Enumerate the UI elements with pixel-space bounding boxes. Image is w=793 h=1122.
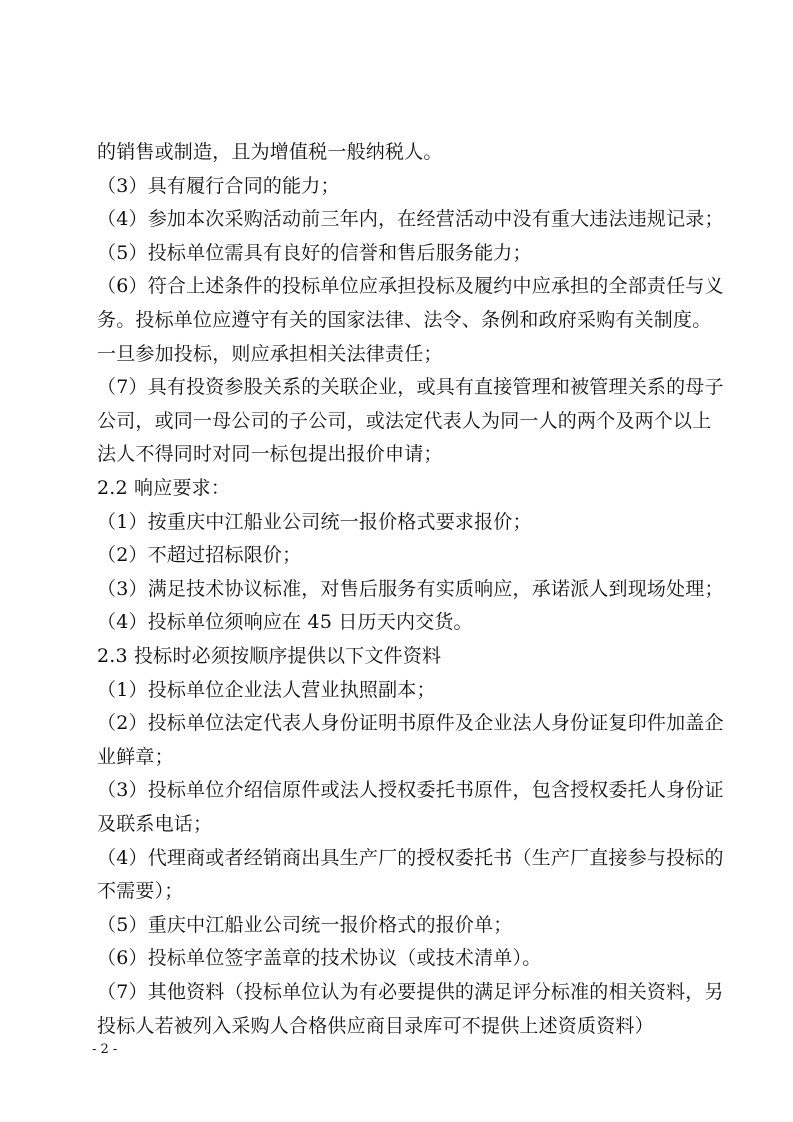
- text-line-4: （5）投标单位需具有良好的信誉和售后服务能力；: [97, 241, 532, 264]
- text-line-12: （1）按重庆中江船业公司统一报价格式要求报价；: [97, 510, 532, 533]
- text-line-19: 业鲜章；: [97, 745, 174, 768]
- text-line-9: 公司，或同一母公司的子公司，或法定代表人为同一人的两个及两个以上: [97, 409, 712, 432]
- text-line-20: （3）投标单位介绍信原件或法人授权委托书原件，包含授权委托人身份证: [97, 779, 724, 802]
- text-line-5: （6）符合上述条件的投标单位应承担投标及履约中应承担的全部责任与义: [97, 275, 724, 298]
- text-line-26: （7）其他资料（投标单位认为有必要提供的满足评分标准的相关资料，另: [97, 981, 724, 1003]
- text-line-6: 务。投标单位应遵守有关的国家法律、法令、条例和政府采购有关制度。: [97, 309, 712, 331]
- text-line-24: （5）重庆中江船业公司统一报价格式的报价单；: [97, 913, 513, 936]
- text-line-1: 的销售或制造，且为增值税一般纳税人。: [97, 141, 443, 163]
- section-heading-2-2: 2.2 响应要求：: [97, 477, 231, 499]
- text-line-13: （2）不超过招标限价；: [97, 544, 302, 567]
- text-line-8: （7）具有投资参股关系的关联企业，或具有直接管理和被管理关系的母子: [97, 376, 724, 399]
- text-line-14: （3）满足技术协议标准，对售后服务有实质响应，承诺派人到现场处理；: [97, 577, 724, 600]
- text-line-17: （1）投标单位企业法人营业执照副本；: [97, 678, 436, 701]
- text-line-3: （4）参加本次采购活动前三年内，在经营活动中没有重大违法违规记录；: [97, 208, 724, 231]
- text-line-22: （4）代理商或者经销商出具生产厂的授权委托书（生产厂直接参与投标的: [97, 846, 724, 869]
- text-line-18: （2）投标单位法定代表人身份证明书原件及企业法人身份证复印件加盖企: [97, 712, 724, 735]
- text-line-21: 及联系电话；: [97, 813, 213, 835]
- page-number: - 2 -: [92, 1041, 118, 1057]
- text-line-10: 法人不得同时对同一标包提出报价申请；: [97, 443, 443, 466]
- text-line-15: （4）投标单位须响应在 45 日历天内交货。: [97, 611, 473, 634]
- text-line-7: 一旦参加投标，则应承担相关法律责任；: [97, 342, 443, 365]
- text-line-2: （3）具有履行合同的能力；: [97, 174, 340, 197]
- text-line-27: 投标人若被列入采购人合格供应商目录库可不提供上述资质资料）: [97, 1014, 654, 1037]
- text-line-25: （6）投标单位签字盖章的技术协议（或技术清单）。: [97, 947, 542, 970]
- section-heading-2-3: 2.3 投标时必须按顺序提供以下文件资料: [97, 645, 442, 667]
- text-line-23: 不需要）；: [97, 880, 184, 903]
